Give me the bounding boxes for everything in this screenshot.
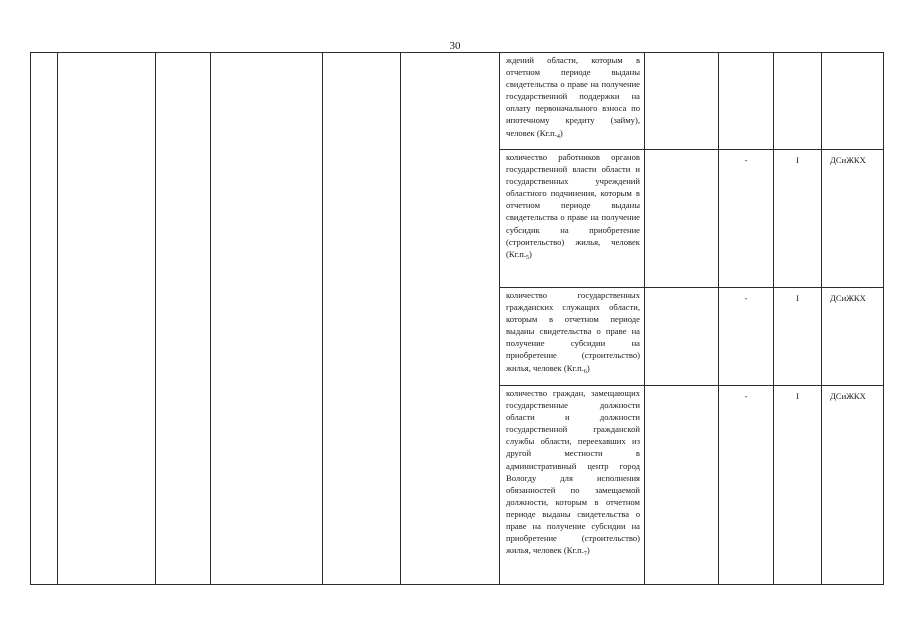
value-cell — [774, 53, 822, 150]
table-row — [31, 53, 884, 150]
dash-cell: - — [719, 288, 774, 386]
indicator-tail: ) — [559, 127, 563, 138]
indicator-tail: ) — [529, 248, 532, 259]
empty-cell — [323, 53, 401, 585]
value-cell: I — [774, 150, 822, 288]
dash-cell: - — [719, 150, 774, 288]
empty-cell — [211, 53, 323, 585]
empty-cell — [31, 53, 58, 585]
indicator-table — [30, 52, 884, 585]
dash-cell: - — [719, 386, 774, 585]
indicator-cell — [500, 53, 645, 150]
empty-cell — [156, 53, 211, 585]
dash-cell — [719, 53, 774, 150]
empty-cell — [401, 53, 500, 585]
responsible-cell: ДСиЖКХ — [822, 288, 884, 386]
indicator-cell — [500, 288, 645, 386]
empty-cell — [58, 53, 156, 585]
indicator-subscript: 4 — [556, 133, 560, 140]
indicator-subscript: 7 — [583, 551, 587, 558]
value-cell: I — [774, 386, 822, 585]
indicator-subscript: 5 — [526, 254, 530, 261]
responsible-cell — [822, 53, 884, 150]
indicator-text: ждений области, которым в отчетном периоде выданы свидетельства о праве на получение государственной поддержки на оплату первоначального взноса по ипотечному кредиту (займу), человек (Кг.п. — [506, 55, 640, 138]
indicator-tail: ) — [586, 362, 590, 373]
value-cell: I — [774, 288, 822, 386]
indicator-subscript: 6 — [583, 368, 587, 375]
responsible-cell: ДСиЖКХ — [822, 150, 884, 288]
responsible-cell: ДСиЖКХ — [822, 386, 884, 585]
indicator-cell — [500, 150, 645, 288]
indicator-text: количество работников органов государственной власти области и государственных учреждений областного подчинения, которым в отчетном периоде выданы свидетельства о праве на получение субсидик на приобретение (строительство) жилья, человек (Кг.п. — [506, 152, 640, 259]
indicator-text: количество государственных гражданских служащих области, которым в отчетном периоде выданы свидетельства о праве на получение субсидии на приобретение (строительство) жилья, человек (Кг.п. — [506, 290, 640, 373]
indicator-cell — [500, 386, 645, 585]
empty-cell — [645, 150, 719, 288]
empty-cell — [645, 288, 719, 386]
indicator-text: количество граждан, замещающих государственные должности области и должности государственной гражданской службы области, переехавших из другой местности в административный центр город Вологду для исполнения обязанностей по замещаемой должности, которым в отчетном периоде выданы свидетельства о праве на получение субсидии на приобретение (строительство) жилья, человек (Кг.п. — [506, 388, 640, 556]
empty-cell — [645, 386, 719, 585]
page-number: 30 — [449, 40, 461, 52]
empty-cell — [645, 53, 719, 150]
indicator-tail: ) — [586, 545, 590, 556]
